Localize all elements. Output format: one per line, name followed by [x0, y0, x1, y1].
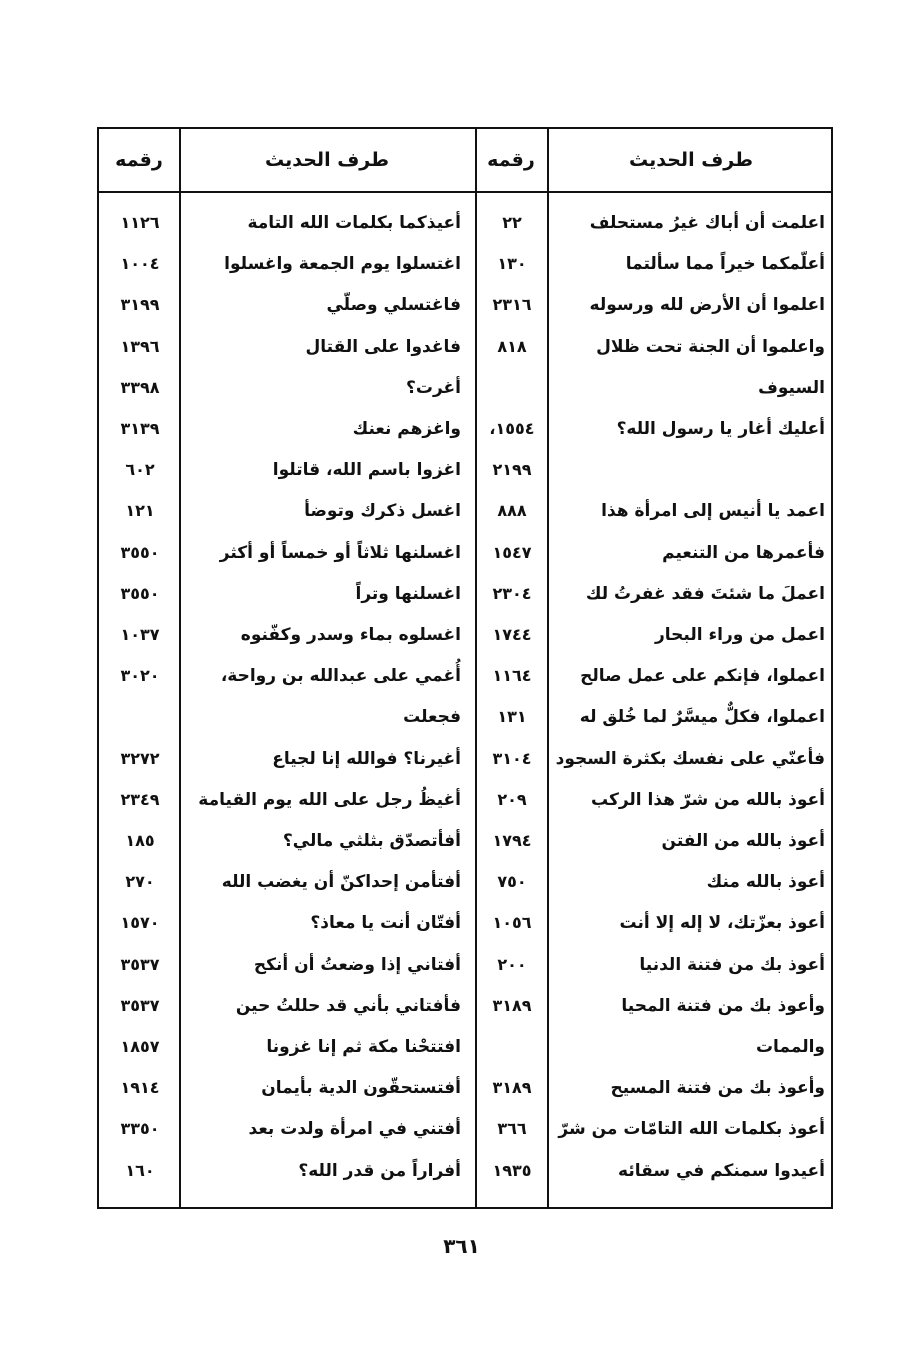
right-hadith-text: اعملوا، فكلٌّ ميسَّرٌ لما خُلق له [579, 707, 825, 727]
right-hadith-text: أعليك أغار يا رسول الله؟ [616, 419, 825, 439]
right-header-number: رقمه [487, 149, 535, 171]
column-divider [547, 129, 549, 1207]
right-hadith-number: ٢٠٩ [497, 790, 527, 809]
left-hadith-text: اغسلنها وتراً [355, 584, 461, 604]
right-hadith-number: ١٧٩٤ [492, 831, 532, 850]
left-hadith-number: ٣٢٧٢ [120, 749, 160, 768]
right-hadith-number: ٣١٨٩ [492, 1078, 532, 1097]
right-hadith-text: اعمل من وراء البحار [654, 625, 825, 645]
right-hadith-number: ٢١٩٩ [492, 460, 532, 479]
right-hadith-number: ١٥٥٤، [489, 419, 535, 438]
right-hadith-number: ١٩٣٥ [492, 1161, 532, 1180]
left-hadith-text: أُغمي على عبدالله بن رواحة، [220, 666, 461, 686]
right-hadith-text: اعلمت أن أباك غيرُ مستحلف [589, 213, 825, 233]
right-hadith-text [557, 450, 825, 490]
left-hadith-number: ١٠٠٤ [120, 254, 160, 273]
right-hadith-number: ٢٠٠ [497, 955, 527, 974]
left-hadith-text: واغزهم نعنك [352, 419, 461, 439]
right-hadith-number: ٨١٨ [497, 337, 527, 356]
left-hadith-text: اغتسلوا يوم الجمعة واغسلوا [224, 254, 461, 274]
right-hadith-number: ٢٣١٦ [492, 295, 532, 314]
left-hadith-text: أفراراً من قدر الله؟ [298, 1161, 461, 1181]
right-hadith-number: ٣٦٦ [497, 1119, 527, 1138]
right-hadith-text: اعملَ ما شئتَ فقد غفرتُ لك [585, 584, 825, 604]
left-hadith-number: ٣٣٥٠ [120, 1119, 160, 1138]
hadith-index-table [97, 127, 833, 1209]
left-hadith-text: أفتستحقّون الدية بأيمان [261, 1078, 461, 1098]
right-hadith-text: أعوذ بعزّتك، لا إله إلا أنت [619, 913, 825, 933]
right-header-title: طرف الحديث [629, 149, 753, 171]
right-hadith-text: السيوف [758, 378, 825, 398]
left-hadith-number: ٣٥٥٠ [120, 584, 160, 603]
left-hadith-text: أفتاني إذا وضعتُ أن أنكح [253, 955, 461, 975]
right-hadith-text: أعلّمكما خيراً مما سألتما [625, 254, 825, 274]
left-hadith-number [101, 697, 179, 737]
right-hadith-text: والممات [755, 1037, 825, 1057]
left-hadith-text: أغيرنا؟ فوالله إنا لجياع [272, 749, 461, 769]
right-hadith-number: ١٣١ [497, 707, 527, 726]
right-hadith-text: اعلموا أن الأرض لله ورسوله [589, 295, 825, 315]
right-hadith-text: اعمد يا أنيس إلى امرأة هذا [601, 501, 825, 521]
column-divider [179, 129, 181, 1207]
left-hadith-number: ٣١٩٩ [120, 295, 160, 314]
header-divider [99, 191, 831, 193]
left-hadith-number: ١٦٠ [125, 1161, 155, 1180]
left-hadith-text: أفتأمن إحداكنّ أن يغضب الله [221, 872, 461, 892]
left-hadith-number: ٣٥٣٧ [120, 955, 160, 974]
left-hadith-number: ٢٧٠ [125, 872, 155, 891]
right-hadith-text: وأعوذ بك من فتنة المحيا [621, 996, 825, 1016]
left-hadith-number: ١٩١٤ [120, 1078, 160, 1097]
left-hadith-text: أفتّان أنت يا معاذ؟ [310, 913, 461, 933]
left-hadith-text: اغسل ذكرك وتوضأ [304, 501, 461, 521]
left-hadith-text: اغزوا باسم الله، قاتلوا [272, 460, 461, 480]
right-hadith-number: ٢٢ [502, 213, 522, 232]
left-hadith-number: ١٨٥ [125, 831, 155, 850]
left-hadith-number: ١٨٥٧ [120, 1037, 160, 1056]
left-hadith-text: اغسلنها ثلاثاً أو خمساً أو أكثر [219, 543, 461, 563]
left-hadith-number: ١٥٧٠ [120, 913, 160, 932]
right-hadith-number: ٣١٨٩ [492, 996, 532, 1015]
left-hadith-number: ٣٥٣٧ [120, 996, 160, 1015]
right-hadith-text: وأعوذ بك من فتنة المسيح [610, 1078, 825, 1098]
right-hadith-number: ١٣٠ [497, 254, 527, 273]
right-hadith-number: ١٧٤٤ [492, 625, 532, 644]
left-hadith-text: أفتني في امرأة ولدت بعد [248, 1119, 461, 1139]
left-hadith-text: اغسلوه بماء وسدر وكفّنوه [240, 625, 461, 645]
right-hadith-text: أعوذ بكلمات الله التامّات من شرّ [558, 1119, 825, 1139]
page-number: ٣٦١ [443, 1234, 480, 1258]
right-hadith-text: أعوذ بالله منك [706, 872, 825, 892]
right-hadith-number: ٨٨٨ [497, 501, 527, 520]
left-hadith-text: أغيظُ رجل على الله يوم القيامة [198, 790, 461, 810]
left-hadith-text: فجعلت [403, 707, 461, 727]
left-hadith-number: ٢٣٤٩ [120, 790, 160, 809]
left-hadith-number: ١٢١ [125, 501, 155, 520]
left-hadith-text: أغرت؟ [406, 378, 461, 398]
right-hadith-text: واعلموا أن الجنة تحت ظلال [596, 337, 825, 357]
left-hadith-number: ٣٠٢٠ [120, 666, 160, 685]
right-hadith-number [477, 1027, 547, 1067]
right-hadith-text: أعوذ بالله من الفتن [661, 831, 825, 851]
right-hadith-number [477, 368, 547, 408]
right-hadith-text: أعوذ بالله من شرّ هذا الركب [590, 790, 825, 810]
right-hadith-text: أعوذ بك من فتنة الدنيا [639, 955, 825, 975]
right-hadith-text: اعملوا، فإنكم على عمل صالح [580, 666, 825, 686]
left-hadith-text: افتتحْنا مكة ثم إنا غزونا [266, 1037, 461, 1057]
right-hadith-number: ١١٦٤ [492, 666, 532, 685]
left-hadith-number: ١١٢٦ [120, 213, 160, 232]
left-hadith-number: ١٠٣٧ [120, 625, 160, 644]
left-hadith-text: أعيذكما بكلمات الله التامة [247, 213, 461, 233]
left-hadith-text: فاغدوا على القتال [305, 337, 461, 357]
left-hadith-text: أفأتصدّق بثلثي مالي؟ [282, 831, 461, 851]
right-hadith-number: ١٠٥٦ [492, 913, 532, 932]
left-hadith-number: ٣٣٩٨ [120, 378, 160, 397]
left-hadith-number: ٦٠٢ [125, 460, 155, 479]
right-hadith-text: فأعنّي على نفسك بكثرة السجود [555, 749, 825, 769]
left-hadith-number: ١٣٩٦ [120, 337, 160, 356]
left-header-title: طرف الحديث [265, 149, 389, 171]
left-hadith-text: فأفتاني بأني قد حللتُ حين [235, 996, 461, 1016]
left-hadith-number: ٣٥٥٠ [120, 543, 160, 562]
left-hadith-text: فاغتسلي وصلّي [326, 295, 461, 315]
right-hadith-number: ١٥٤٧ [492, 543, 532, 562]
right-hadith-number: ٣١٠٤ [492, 749, 532, 768]
left-hadith-number: ٣١٣٩ [120, 419, 160, 438]
right-hadith-number: ٧٥٠ [497, 872, 527, 891]
right-hadith-text: أعيدوا سمنكم في سقائه [618, 1161, 825, 1181]
right-hadith-number: ٢٣٠٤ [492, 584, 532, 603]
left-header-number: رقمه [115, 149, 163, 171]
right-hadith-text: فأعمرها من التنعيم [662, 543, 825, 563]
